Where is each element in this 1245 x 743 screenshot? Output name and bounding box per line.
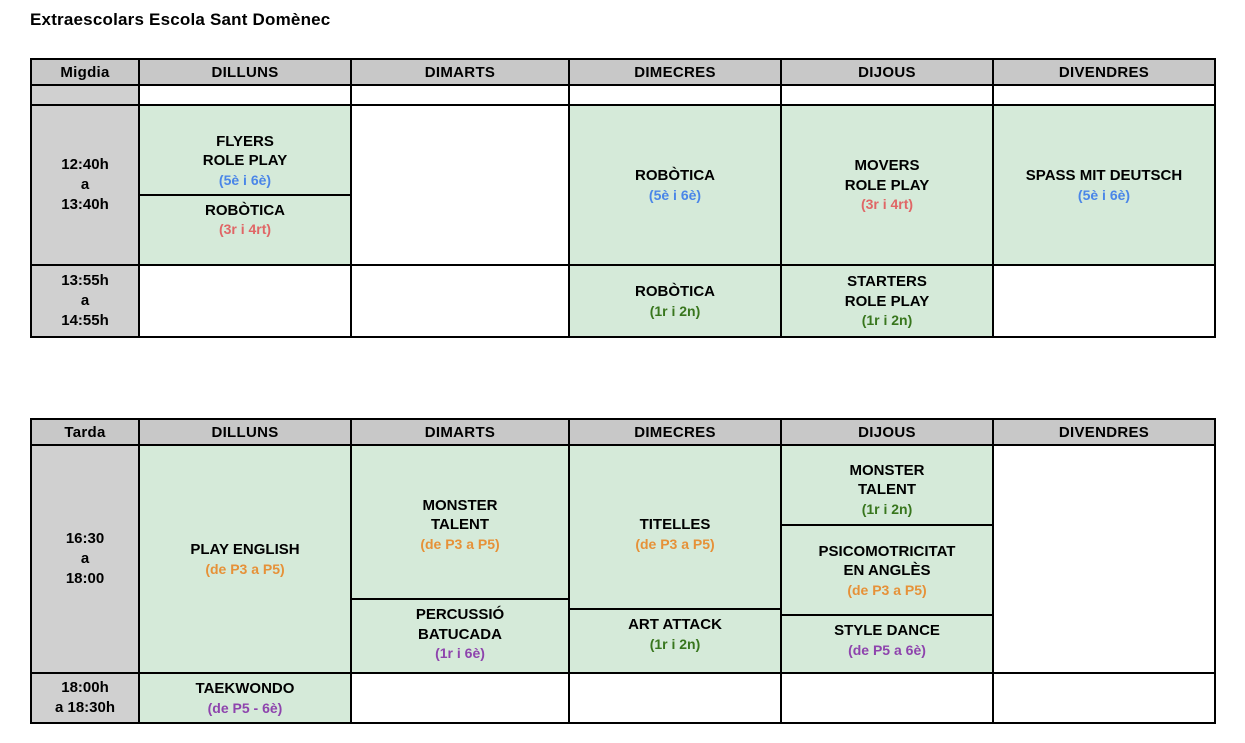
activity-item[interactable] bbox=[782, 267, 992, 334]
activity-item[interactable] bbox=[782, 454, 992, 525]
activity-line: BATUCADA bbox=[418, 625, 502, 643]
spacer-cell bbox=[993, 85, 1215, 105]
time-line: a bbox=[80, 291, 90, 309]
activity-cell-dilluns[interactable] bbox=[139, 445, 351, 673]
activity-line: MONSTER bbox=[849, 461, 925, 479]
activity-group: (de P3 a P5) bbox=[205, 560, 285, 577]
activity-group: (1r i 2n) bbox=[861, 312, 913, 329]
schedule-table-tarda bbox=[30, 418, 1216, 724]
activity-line: ROLE PLAY bbox=[202, 152, 288, 170]
activity-line: PLAY ENGLISH bbox=[190, 541, 300, 559]
activity-cell-dijous[interactable] bbox=[781, 105, 993, 265]
activity-item[interactable] bbox=[140, 195, 350, 244]
spacer-cell bbox=[569, 85, 781, 105]
activity-group: (5è i 6è) bbox=[1077, 186, 1131, 203]
activity-item[interactable] bbox=[140, 674, 350, 722]
header-divendres: DIVENDRES bbox=[993, 419, 1215, 445]
activity-item[interactable] bbox=[352, 599, 568, 667]
time-slot-cell bbox=[31, 445, 139, 673]
activity-line: TITELLES bbox=[639, 516, 711, 534]
time-slot-cell bbox=[31, 265, 139, 337]
activity-cell-dimecres[interactable] bbox=[569, 673, 781, 723]
header-dilluns: DILLUNS bbox=[139, 419, 351, 445]
activity-group: (de P3 a P5) bbox=[420, 535, 500, 552]
activity-group: (de P3 a P5) bbox=[847, 581, 927, 598]
activity-cell-dilluns[interactable] bbox=[139, 105, 351, 265]
activity-group: (3r i 4rt) bbox=[860, 196, 914, 213]
activity-line: ROBÒTICA bbox=[635, 283, 715, 301]
activity-group: (de P3 a P5) bbox=[635, 535, 715, 552]
activity-group: (de P5 - 6è) bbox=[207, 699, 283, 716]
activity-line: ROLE PLAY bbox=[844, 176, 930, 194]
activity-line: ROBÒTICA bbox=[205, 201, 285, 219]
activity-item[interactable] bbox=[140, 535, 350, 583]
activity-line: TAEKWONDO bbox=[195, 680, 295, 697]
table-header-row bbox=[31, 59, 1215, 85]
header-dimarts: DIMARTS bbox=[351, 59, 569, 85]
time-line: 18:00h bbox=[61, 678, 109, 696]
activity-cell-dimarts[interactable] bbox=[351, 105, 569, 265]
activity-group: (1r i 2n) bbox=[649, 635, 701, 652]
time-line: 14:55h bbox=[61, 312, 109, 330]
table-row bbox=[31, 105, 1215, 265]
table-row bbox=[31, 673, 1215, 723]
activity-cell-dilluns[interactable] bbox=[139, 673, 351, 723]
header-dilluns: DILLUNS bbox=[139, 59, 351, 85]
activity-item[interactable] bbox=[570, 609, 780, 658]
spacer-cell bbox=[781, 85, 993, 105]
activity-line: PERCUSSIÓ bbox=[415, 606, 505, 624]
time-slot-cell bbox=[31, 105, 139, 265]
activity-cell-dimecres[interactable] bbox=[569, 265, 781, 337]
spacer-time bbox=[31, 85, 139, 105]
activity-group: (5è i 6è) bbox=[648, 186, 702, 203]
activity-group: (1r i 2n) bbox=[861, 500, 913, 517]
activity-cell-divendres[interactable] bbox=[993, 445, 1215, 673]
activity-group: (5è i 6è) bbox=[218, 171, 272, 188]
activity-cell-divendres[interactable] bbox=[993, 265, 1215, 337]
header-dijous: DIJOUS bbox=[781, 419, 993, 445]
time-slot-cell bbox=[31, 673, 139, 723]
activity-group: (1r i 6è) bbox=[435, 645, 485, 662]
activity-line: TALENT bbox=[857, 481, 917, 499]
spacer-cell bbox=[351, 85, 569, 105]
activity-group: (1r i 2n) bbox=[649, 302, 701, 319]
activity-cell-dijous[interactable] bbox=[781, 445, 993, 673]
time-line: a 18:30h bbox=[54, 698, 116, 716]
time-line: a bbox=[80, 549, 90, 567]
activity-line: STARTERS bbox=[847, 273, 927, 291]
activity-item[interactable] bbox=[782, 525, 992, 615]
time-line: 12:40h bbox=[61, 155, 109, 173]
activity-line: SPASS MIT DEUTSCH bbox=[1025, 167, 1183, 185]
header-divendres: DIVENDRES bbox=[993, 59, 1215, 85]
activity-line: TALENT bbox=[430, 516, 490, 534]
activity-cell-dimarts[interactable] bbox=[351, 673, 569, 723]
activity-cell-dimecres[interactable] bbox=[569, 445, 781, 673]
time-line: 13:40h bbox=[61, 196, 109, 214]
time-line: 16:30 bbox=[65, 529, 105, 547]
activity-line: MONSTER bbox=[422, 496, 498, 514]
activity-line: EN ANGLÈS bbox=[843, 562, 931, 580]
activity-line: STYLE DANCE bbox=[834, 622, 940, 640]
activity-item[interactable] bbox=[140, 127, 350, 195]
activity-cell-dimecres[interactable] bbox=[569, 105, 781, 265]
time-line: 13:55h bbox=[61, 271, 109, 289]
header-tarda: Tarda bbox=[31, 419, 139, 445]
header-dimecres: DIMECRES bbox=[569, 59, 781, 85]
activity-line: MOVERS bbox=[854, 157, 920, 175]
activity-line: ROLE PLAY bbox=[844, 292, 930, 310]
activity-item[interactable] bbox=[570, 161, 780, 209]
activity-item[interactable] bbox=[570, 460, 780, 609]
header-dimarts: DIMARTS bbox=[351, 419, 569, 445]
table-row bbox=[31, 265, 1215, 337]
activity-line: ROBÒTICA bbox=[635, 167, 715, 185]
activity-cell-divendres[interactable] bbox=[993, 105, 1215, 265]
table-header-row bbox=[31, 419, 1215, 445]
activity-group: (3r i 4rt) bbox=[218, 221, 272, 238]
header-migdia: Migdia bbox=[31, 59, 139, 85]
spacer-cell bbox=[139, 85, 351, 105]
activity-cell-dijous[interactable] bbox=[781, 673, 993, 723]
activity-cell-dimarts[interactable] bbox=[351, 445, 569, 673]
time-line: 18:00 bbox=[65, 570, 105, 588]
activity-line: PSICOMOTRICITAT bbox=[818, 542, 956, 560]
activity-item[interactable] bbox=[782, 615, 992, 664]
page-title: Extraescolars Escola Sant Domènec bbox=[30, 10, 331, 29]
activity-item[interactable] bbox=[782, 151, 992, 218]
activity-cell-dimarts[interactable] bbox=[351, 265, 569, 337]
header-dimecres: DIMECRES bbox=[569, 419, 781, 445]
table-row bbox=[31, 445, 1215, 673]
header-dijous: DIJOUS bbox=[781, 59, 993, 85]
activity-line: ART ATTACK bbox=[628, 616, 722, 634]
time-line: a bbox=[80, 175, 90, 193]
activity-item[interactable] bbox=[994, 161, 1214, 209]
schedule-table-migdia bbox=[30, 58, 1216, 338]
activity-cell-dijous[interactable] bbox=[781, 265, 993, 337]
activity-item[interactable] bbox=[570, 277, 780, 325]
table-spacer-row bbox=[31, 85, 1215, 105]
activity-group: (de P5 a 6è) bbox=[848, 641, 926, 658]
activity-cell-dilluns[interactable] bbox=[139, 265, 351, 337]
activity-item[interactable] bbox=[352, 450, 568, 599]
activity-line: FLYERS bbox=[216, 132, 274, 150]
activity-cell-divendres[interactable] bbox=[993, 673, 1215, 723]
